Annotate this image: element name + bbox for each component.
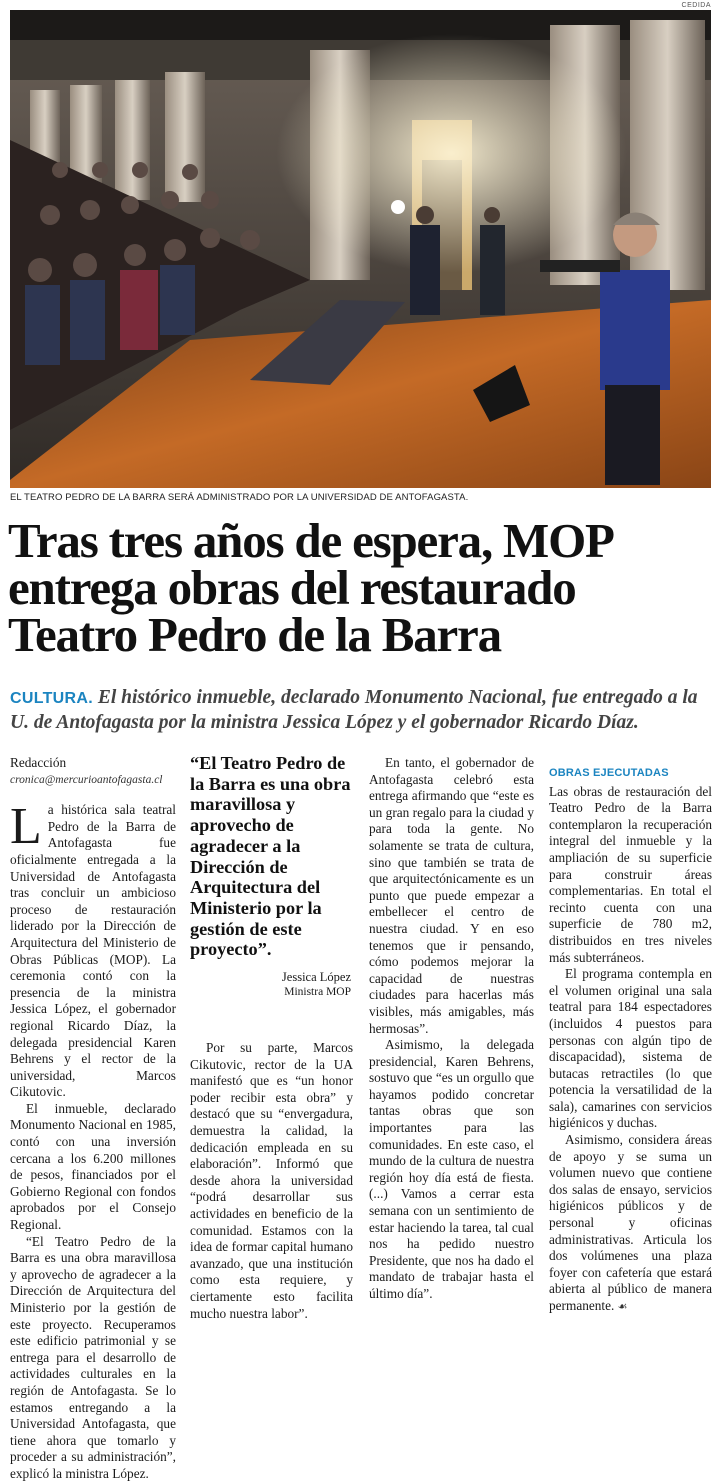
byline-name: Redacción (10, 755, 67, 770)
paragraph-3: “El Teatro Pedro de la Barra es una obra maravillosa y aprovecho de agradecer a la Dirección de Arquitectura del Ministerio por la gestión de este proyecto. Recuperamos este edificio patrimonial y se entrega para el desarrollo de actividades culturales en la región de Antofagasta. Se lo estamos entregando a la Universidad Antofagasta, que tiene ahora que tomarlo y proceder a su administración”, explicó la ministra López. (10, 1233, 176, 1481)
paragraph-9: Asimismo, considera áreas de apoyo y se suma un volumen nuevo que contiene dos salas de ensayo, servicios higiénicos públicos y de personal y oficinas administrativas. Articula los dos volúmenes una plaza foyer con cafetería que estará abierta al público de manera permanente. ☙ (549, 1132, 712, 1313)
paragraph-7: Las obras de restauración del Teatro Pedro de la Barra contemplaron la recuperación integral del inmueble y la ampliación de su superficie para construir áreas complementarias. En total el recinto cuenta con una superficie de 780 m2, distribuidos en tres niveles más subterráneos. (549, 783, 712, 965)
lead (10, 686, 710, 735)
section-tag: CULTURA. (10, 690, 93, 707)
article-photo (10, 10, 711, 488)
byline-email: cronica@mercurioantofagasta.cl (10, 773, 163, 786)
paragraph-4: Por su parte, Marcos Cikutovic, rector de la UA manifestó que es “un honor poder recibir esta obra” y destacó que su “envergadura, demuestra la calidad, la dedicación empleada en su elaboración”. Informó que desde ahora la universidad “podrá desarrollar sus actividades en beneficio de la comunidad. Estamos con la idea de formar capital humano avanzado, que una institución como esta requiere, y ciertamente esto facilita mucho nuestra labor”. (190, 1040, 353, 1321)
headline: Tras tres años de espera, MOP entrega obras del restaurado Teatro Pedro de la Barra (8, 513, 612, 662)
column-1 (10, 755, 176, 1481)
lead-summary: El histórico inmueble, declarado Monumento Nacional, fue entregado a la U. de Antofagasta por la ministra Jessica López y el gobernador Ricardo Díaz. (10, 687, 698, 733)
photo-caption: EL TEATRO PEDRO DE LA BARRA SERÁ ADMINISTRADO POR LA UNIVERSIDAD DE ANTOFAGASTA. (10, 492, 469, 503)
quote-author-name: Jessica López (281, 970, 351, 984)
column-3 (369, 755, 534, 1320)
paragraph-2: El inmueble, declarado Monumento Nacional en 1985, contó con una inversión cercana a los 6.200 millones de pesos, financiados por el Gobierno Regional con fondos aprobados por el Consejo Regional. (10, 1100, 176, 1233)
photo-credit: CEDIDA (681, 2, 711, 9)
pull-quote: “El Teatro Pedro de la Barra es una obra maravillosa y aprovecho de agradecer a la Dirección de Arquitectura del Ministerio por la gestión de este proyecto”. (190, 753, 351, 960)
paragraph-6: Asimismo, la delegada presidencial, Karen Behrens, sostuvo que “es un orgullo que hayamos podido concretar tantas obras que son importantes para las comunidades. En este caso, el mundo de la cultura de nuestra región hoy día está de fiesta. (...) Vamos a cerrar esta semana con un sentimiento de estar haciendo la tarea, tal cual nos ha pedido nuestro Presidente, que nos ha dado el mandato de trabajar hasta el último día”. (369, 1037, 534, 1301)
drop-cap: L (10, 798, 42, 856)
end-mark-icon: ☙ (617, 1301, 628, 1313)
paragraph-8: El programa contempla en el volumen original una sala teatral para 184 espectadores (incluidos 4 puestos para personas con algún tipo de discapacidad), sistema de butacas retractiles (lo que potencia la versatilidad de la sala), camarines con servicios higiénicos y duchas. (549, 966, 712, 1131)
column-4 (549, 755, 712, 1320)
column-2 (190, 1040, 353, 1320)
paragraph-1: La histórica sala teatral Pedro de la Barra de Antofagasta fue oficialmente entregada a la Universidad de Antofagasta tras concluir un ambicioso proceso de restauración liderado por la Dirección de Arquitectura del Ministerio de Obras Públicas (MOP). La ceremonia contó con la presencia de la ministra Jessica López, el gobernador regional Ricardo Díaz, la delegada presidencial Karen Behrens y el rector de la universidad, Marcos Cikutovic. (10, 798, 176, 1100)
quote-author-role: Ministra MOP (284, 986, 351, 998)
paragraph-5: En tanto, el gobernador de Antofagasta celebró esta entrega afirmando que “este es un gran regalo para la ciudad y para toda la gente. No solamente se trata de cultura, sino que también se trata de que arquitectónicamente es un punto que puede empezar a embellecer el centro de nuestra ciudad. Y en eso tenemos que ir pensando, cómo podemos mejorar la capacidad de nuestras ciudades para hacerlas más visibles, más amigables, más hermosas”. (369, 755, 534, 1036)
theater-stage-photo-icon (10, 10, 711, 488)
subhead-obras-ejecutadas: OBRAS EJECUTADAS (549, 767, 669, 779)
quote-attribution (190, 970, 351, 1000)
